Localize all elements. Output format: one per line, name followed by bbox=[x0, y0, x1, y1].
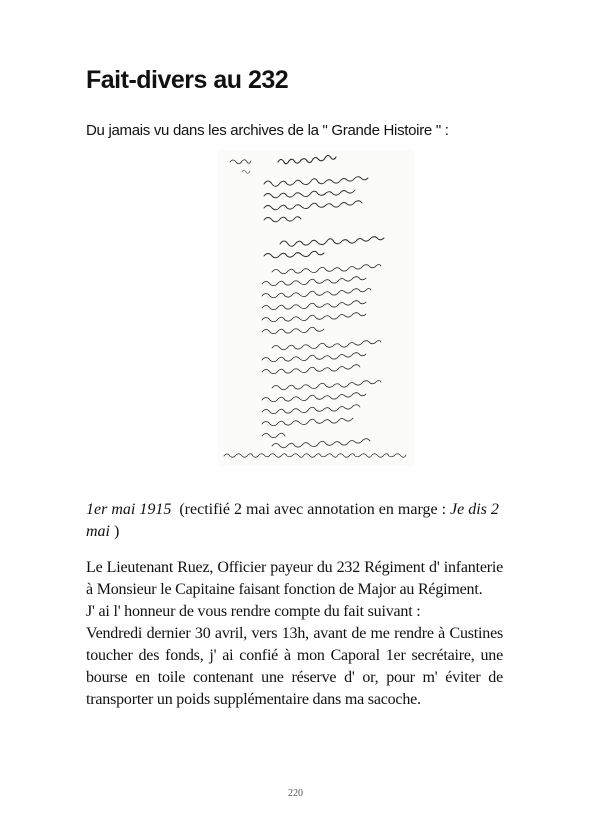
caption-date: 1er mai 1915 bbox=[86, 501, 172, 518]
handwritten-letter-scan bbox=[218, 150, 414, 466]
letter-transcription bbox=[86, 557, 503, 711]
intro-text: Du jamais vu dans les archives de la " Grande Histoire " : bbox=[86, 122, 449, 139]
letter-caption bbox=[86, 499, 510, 543]
paragraph-body: Vendredi dernier 30 avril, vers 13h, avant de me rendre à Custines toucher des fonds, j' ai confié à mon Caporal 1er secrétaire, une bourse en toile contenant une réserve d' or, pour m' éviter de transporter un poids supplémentaire dans ma sacoche. bbox=[86, 625, 503, 708]
caption-close: ) bbox=[114, 523, 120, 540]
paragraph-opening: J' ai l' honneur de vous rendre compte du fait suivant : bbox=[86, 603, 421, 620]
page-number: 220 bbox=[288, 788, 303, 799]
page-title: Fait-divers au 232 bbox=[86, 66, 289, 94]
paragraph-addressee: Le Lieutenant Ruez, Officier payeur du 232 Régiment d' infanterie à Monsieur le Capitaine faisant fonction de Major au Régiment. bbox=[86, 559, 503, 598]
caption-annotation: Je dis 2 mai bbox=[86, 501, 499, 540]
caption-note: (rectifié 2 mai avec annotation en marge : bbox=[179, 501, 447, 518]
